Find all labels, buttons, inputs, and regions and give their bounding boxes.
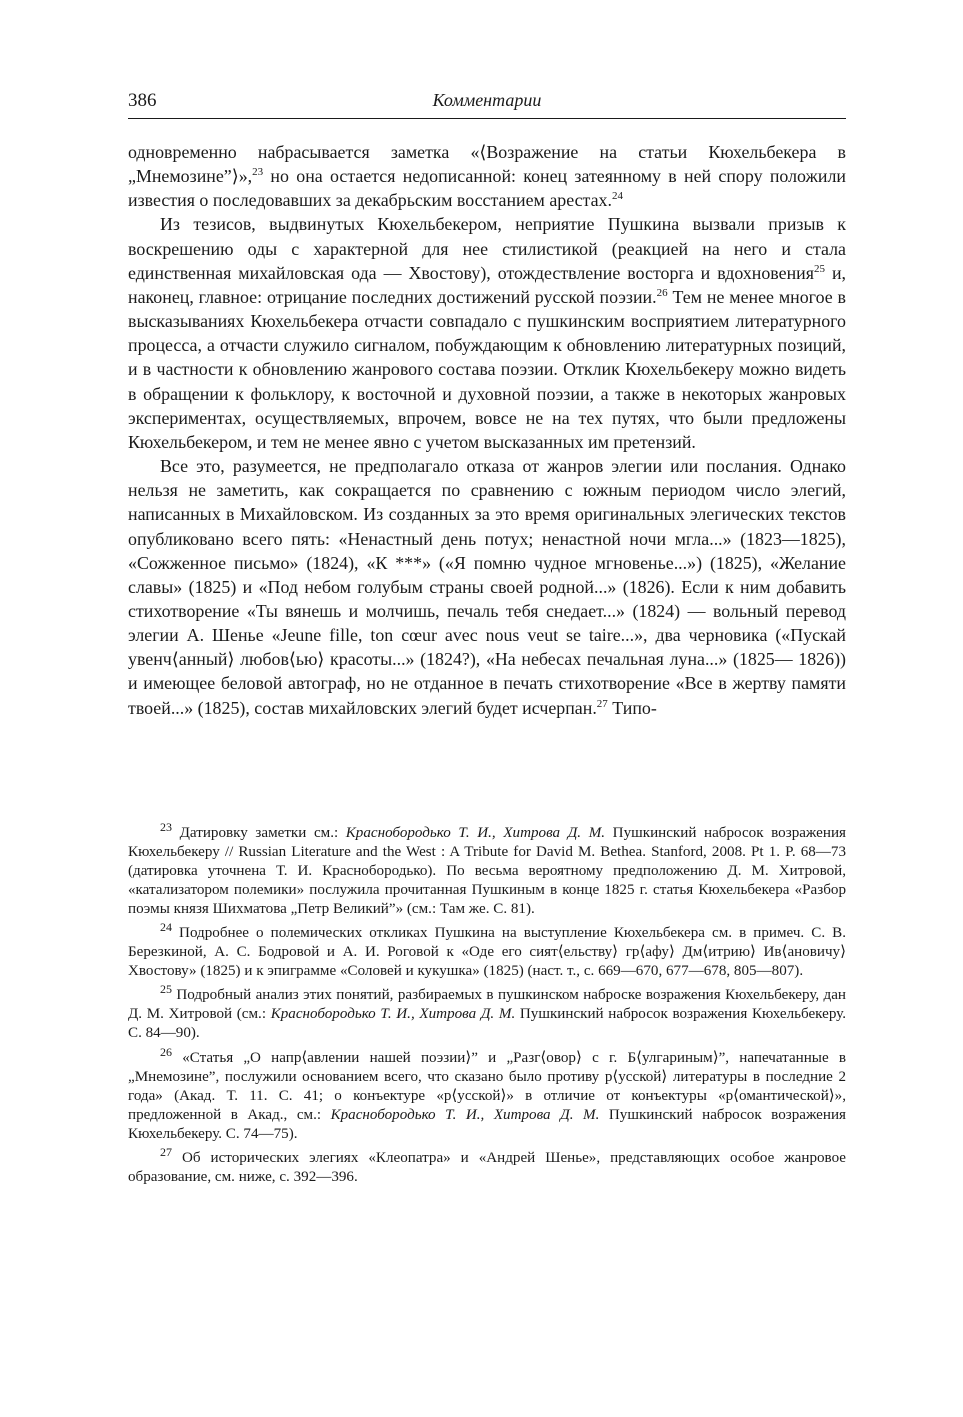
footnote-ref[interactable]: 25 <box>813 262 825 275</box>
footnote-ref[interactable]: 23 <box>252 166 264 179</box>
author-names: Краснобородько Т. И., Хитрова Д. М. <box>270 1006 516 1023</box>
text-run: Из тезисов, выдвинутых Кюхельбекером, неприятие Пушкина вызвали призыв к воскрешению оды с характерной для нее стилистикой (реакцией на него и стала единственная михайловская ода — Хвостову), отождествление восторга и вдохновения <box>128 214 846 283</box>
text-run: Подробнее о полемических откликах Пушкина на выступление Кюхельбекера см. в примеч. С. В. Березкиной, А. С. Бодровой и А. И. Роговой к «Оде его сият⟨ельству⟩ гр⟨афу⟩ Дм⟨итрию⟩ Ив⟨ановичу⟩ Хвостову» (1825) и к эпиграмме «Соловей и кукушка» (1825) (наст. т., с. 669—670, 677—678, 805—807). <box>128 925 846 980</box>
footnote-ref[interactable]: 27 <box>596 697 608 710</box>
main-text <box>128 140 846 720</box>
author-names: Краснобородько Т. И., Хитрова Д. М. <box>345 825 606 841</box>
text-run: Пушкинский набросок возражения Кюхельбекеру. С. 84—90). <box>128 1006 846 1042</box>
paragraph-1 <box>128 140 846 212</box>
text-run: Типо- <box>607 697 657 718</box>
text-run: Пушкинский набросок возражения Кюхельбекеру // Russian Literature and the West : A Tribute for David M. Bethea. Stanford, 2008. Pt 1. P. 68—73 (датировка уточнена Т. И. Краснобородько). По весьма вероятному предположению Д. М. Хитровой, «катализатором полемики» послужила прочитанная Пушкиным в конце 1825 г. статья Кюхельбекера «Разбор поэмы князя Шихматова „Петр Великий”» (см.: Там же. С. 81). <box>128 825 846 918</box>
author-names: Краснобородько Т. И., Хитрова Д. М. <box>330 1106 600 1123</box>
text-run: но она остается недописанной: конец затеянному в ней спору положили известия о последовавших за декабрьским восстанием арестах. <box>128 166 846 211</box>
running-title: Комментарии <box>432 90 542 110</box>
text-run: Датировку заметки см.: <box>172 825 346 841</box>
footnote-24 <box>128 920 846 981</box>
page-header <box>128 88 846 119</box>
text-run: Подробный анализ этих понятий, разбираемых в пушкинском наброске возражения Кюхельбекеру, дан Д. М. Хитровой (см.: <box>128 987 846 1023</box>
text-run: одновременно набрасывается заметка «⟨Возражение на статьи Кюхельбекера в „Мнемозине”⟩», <box>128 142 846 187</box>
footnote-25 <box>128 982 846 1043</box>
text-run: Тем не менее многое в высказываниях Кюхельбекера отчасти совпадало с пушкинским восприятием литературного процесса, а отчасти служило сигналом, побуждающим к обновлению литературных позиций, и в частности к обновлению жанрового состава поэзии. Отклик Кюхельбекеру можно видеть в обращении к фольклору, к восточной и духовной поэзии, а также в некоторых жанровых экспериментах, осуществляемых, впрочем, вовсе не на тех путях, что были предложены Кюхельбекером, и тем не менее явно с учетом высказанных им претензий. <box>128 286 847 452</box>
footnote-ref[interactable]: 24 <box>611 190 623 203</box>
text-run: Пушкинский набросок возражения Кюхельбекеру. С. 74—75). <box>128 1106 846 1142</box>
page-number: 386 <box>128 90 157 111</box>
footnote-number: 24 <box>160 920 172 935</box>
text-run: Об исторических элегиях «Клеопатра» и «Андрей Шенье», представляющих особое жанровое образование, см. ниже, с. 392—396. <box>128 1149 846 1185</box>
footnote-26 <box>128 1044 846 1144</box>
paragraph-3 <box>128 454 846 720</box>
footnote-27 <box>128 1144 846 1187</box>
footnotes <box>128 819 846 1192</box>
paragraph-2 <box>128 212 846 454</box>
footnote-ref[interactable]: 26 <box>656 286 668 299</box>
footnote-number: 26 <box>160 1044 172 1059</box>
footnote-number: 27 <box>160 1144 172 1159</box>
text-run: и, наконец, главное: отрицание последних достижений русской поэзии. <box>128 262 846 307</box>
footnote-number: 23 <box>160 819 172 834</box>
footnote-number: 25 <box>160 982 172 997</box>
text-run: Все это, разумеется, не предполагало отказа от жанров элегии или послания. Однако нельзя не заметить, как сокращается по сравнению с южным периодом число элегий, написанных в Михайловском. Из созданных за это время оригинальных элегических текстов опубликовано всего пять: «Ненастный день потух; ненастной ночи мгла...» (1823—1825), «Сожженное письмо» (1824), «К ***» («Я помню чудное мгновенье...») (1825), «Желание славы» (1825) и «Под небом голубым страны своей родной...» (1826). Если к ним добавить стихотворение «Ты вянешь и молчишь, печаль тебя снедает...» (1824) — вольный перевод элегии А. Шенье «Jeune fille, ton cœur avec nous veut se taire...», два черновика («Пускай увенч⟨анный⟩ любов⟨ью⟩ красоты...» (1824?), «На небесах печальная луна...» (1825— 1826)) и имеющее беловой автограф, но не отданное в печать стихотворение «Все в жертву памяти твоей...» (1825), состав михайловских элегий будет исчерпан. <box>128 456 846 718</box>
footnote-23 <box>128 819 846 919</box>
text-run: «Статья „О напр⟨авлении нашей поэзии⟩” и „Разг⟨овор⟩ с г. Б⟨улгариным⟩”, напечатанные в „Мнемозине”, послужили основанием всего, что сказано было противу р⟨усской⟩ литературы в последние 2 года» (Акад. Т. 11. С. 41; о конъектуре «р⟨усской⟩» в отличие от конъектуры «р⟨омантической⟩», предложенной в Акад., см.: <box>128 1049 846 1123</box>
